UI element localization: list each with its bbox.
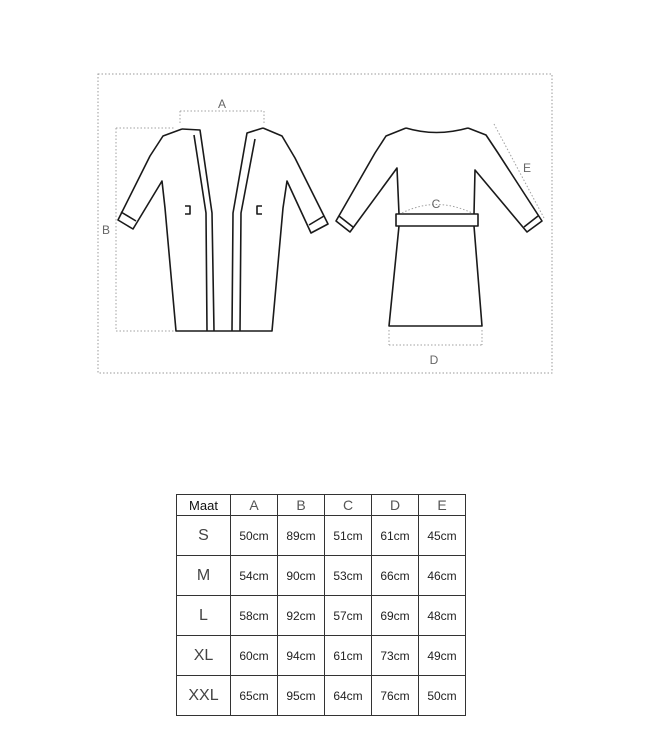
value-cell: 95cm bbox=[278, 676, 325, 716]
label-d: D bbox=[429, 353, 439, 367]
value-cell: 54cm bbox=[231, 556, 278, 596]
size-label: L bbox=[177, 596, 231, 636]
value-cell: 66cm bbox=[372, 556, 419, 596]
value-cell: 76cm bbox=[372, 676, 419, 716]
front-garment bbox=[118, 128, 328, 331]
table-row bbox=[177, 556, 466, 596]
table-row bbox=[177, 596, 466, 636]
value-cell: 51cm bbox=[325, 516, 372, 556]
table-header-row bbox=[177, 495, 466, 516]
value-cell: 92cm bbox=[278, 596, 325, 636]
value-cell: 57cm bbox=[325, 596, 372, 636]
header-col-c: C bbox=[325, 495, 372, 516]
table-row bbox=[177, 676, 466, 716]
value-cell: 64cm bbox=[325, 676, 372, 716]
value-cell: 58cm bbox=[231, 596, 278, 636]
size-label: XL bbox=[177, 636, 231, 676]
header-col-d: D bbox=[372, 495, 419, 516]
back-measure-guides bbox=[389, 124, 544, 345]
value-cell: 48cm bbox=[419, 596, 466, 636]
value-cell: 94cm bbox=[278, 636, 325, 676]
value-cell: 49cm bbox=[419, 636, 466, 676]
value-cell: 46cm bbox=[419, 556, 466, 596]
value-cell: 61cm bbox=[372, 516, 419, 556]
value-cell: 53cm bbox=[325, 556, 372, 596]
value-cell: 65cm bbox=[231, 676, 278, 716]
table-row bbox=[177, 636, 466, 676]
value-cell: 89cm bbox=[278, 516, 325, 556]
value-cell: 45cm bbox=[419, 516, 466, 556]
value-cell: 73cm bbox=[372, 636, 419, 676]
label-a: A bbox=[217, 97, 227, 111]
value-cell: 50cm bbox=[231, 516, 278, 556]
label-e: E bbox=[522, 161, 532, 175]
label-b: B bbox=[101, 223, 111, 237]
value-cell: 69cm bbox=[372, 596, 419, 636]
value-cell: 90cm bbox=[278, 556, 325, 596]
size-label: M bbox=[177, 556, 231, 596]
back-garment bbox=[336, 128, 542, 326]
value-cell: 50cm bbox=[419, 676, 466, 716]
header-maat: Maat bbox=[177, 495, 231, 516]
header-col-a: A bbox=[231, 495, 278, 516]
table-row bbox=[177, 516, 466, 556]
size-label: S bbox=[177, 516, 231, 556]
size-label: XXL bbox=[177, 676, 231, 716]
value-cell: 61cm bbox=[325, 636, 372, 676]
header-col-e: E bbox=[419, 495, 466, 516]
size-chart-table bbox=[176, 494, 466, 716]
header-col-b: B bbox=[278, 495, 325, 516]
value-cell: 60cm bbox=[231, 636, 278, 676]
label-c: C bbox=[431, 197, 441, 211]
